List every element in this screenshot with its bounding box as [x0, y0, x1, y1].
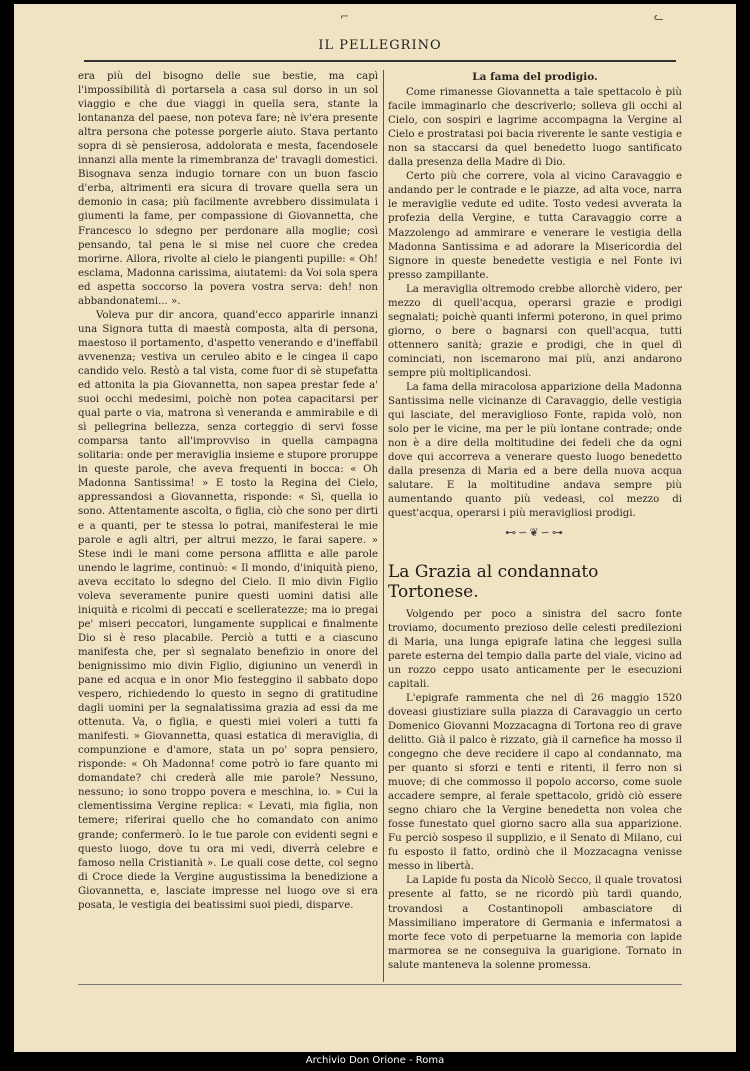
header-rule [84, 60, 676, 62]
left-column [78, 70, 378, 913]
ornament-divider: ⊷∽❦∽⊶ [505, 525, 565, 539]
left-paragraph-1: era più del bisogno delle sue bestie, ma capì l'impossibilità di portarsela a casa sul dorso in un sol viaggio e che due viaggi in quella sera, stante la lontananza del paese, non poteva fare; nè iv'era presente altra persona che potesse porgerle aiuto. Stava pertanto sopra di sè pensierosa, addolorata e mesta, facendosele innanzi alla mente la rimembranza de' travagli domestici. Bisognava senza indugio tornare con un buon fascio d'erba, altrimenti era sicura di trovare quella sera un demonio in casa; più facilmente avrebbero dissimulata i giumenti la fame, per compassione di Giovannetta, che Francesco lo sdegno per perdonare alla moglie; così pensando, tal pena le si mise nel cuore che credea morirne. Allora, rivolte al cielo le piangenti pupille: « Oh! esclama, Madonna carissima, aiutatemi: da Voi sola spera ed aspetta soccorso la povera vostra serva: deh! non abbandonatemi... ». [78, 71, 378, 307]
right-paragraph-3: La meraviglia oltremodo crebbe allorchè videro, per mezzo di quell'acqua, operarsi grazie e prodigi segnalati; poichè quanti infermi poterono, in quel primo giorno, o bere o bagnarsi con quell'acqua, tutti ottennero sanità; grazie e prodigi, che in quel dì cominciati, non iscemarono mai più, anzi andarono sempre più moltiplicandosi. [388, 283, 682, 379]
binding-mark-icon: ᓚ [654, 10, 664, 23]
page-header [84, 38, 676, 62]
left-paragraph-2: Voleva pur dir ancora, quand'ecco apparirle innanzi una Signora tutta di maestà composta, alta di persona, maestoso il portamento, d'aspetto venerando e d'ineffabil avvenenza; vestiva un ceruleo abito e le cingea il capo candido velo. Restò a tal vista, come fuor di sè stupefatta ed attonita la pia Giovannetta, non sapea prestar fede a' suoi occhi medesimi, poichè non potea capacitarsi per qual parte o via, matrona sì veneranda e ammirabile e di sì pellegrina bellezza, senza corteggio di servi fosse comparsa tanto all'improvviso in quella campagna solitaria: onde per meraviglia insieme e stupore proruppe in queste parole, che aveva frequenti in bocca: « Oh Madonna Santissima! » E tosto la Regina del Cielo, appressandosi a Giovannetta, risponde: « Sì, quella io sono. Attentamente ascolta, o figlia, ciò che sono per dirti e a quanti, per te stessa lo potrai, manifesterai le mie parole e agli altri, per altrui mezzo, le farai sapere. » Stese indi le mani come persona afflitta e alle parole unendo le lagrime, continuò: « Il mondo, d'iniquità pieno, aveva eccitato lo sdegno del Cielo. Il mio divin Figlio voleva severamente punire questi uomini datisi alle iniquità e ricolmi di peccati e scelleratezze; ma io pregai pe' miseri peccatori, lungamente supplicai e finalmente Dio si è reso placabile. Perciò a tutti e a ciascuno manifesta che, per sì segnalato benefizio in onore del benignissimo mio divin Figlio, digiunino un venerdì in pane ed acqua e in onor Mio festeggino il sabbato dopo vespero, richiedendo lo questo in segno di gratitudine dagli uomini per la segnalatissima grazia ad essi da me ottenuta. Va, o figlia, e questi miei voleri a tutti fa manifesti. » Giovannetta, quasi estatica di meraviglia, di compunzione e d'amore, stata un po' sopra pensiero, risponde: « Oh Madonna! come potrò io fare quanto mi domandate? chi crederà alle mie parole? Nessuno, nessuno; io sono troppo povera e meschina, io. » Cui la clementissima Vergine replica: « Levati, mia figlia, non temere; riferirai quello che ho comandato con animo grande; confermerò. Io le tue parole con evidenti segni e questo luogo, dove tu ora mi vedi, diverrà celebre e famoso nella Cristianità ». Le quali cose dette, col segno di Croce diede la Vergine augustissima la benedizione a Giovannetta, e, lasciate impresse nel luogo ove si era posata, le vestigia dei beatissimi suoi piedi, disparve. [78, 309, 378, 911]
right-paragraph-7: La Lapide fu posta da Nicolò Secco, il quale trovatosi presente al fatto, se ne ricordò più tardi quando, trovandosi a Costantinopoli ambasciatore di Massimiliano imperatore di Germania e infermatosi a morte fece voto di perpetuarne la memoria con lapide marmorea se ne conseguiva la guarigione. Tornato in salute manteneva la solenne promessa. [388, 875, 682, 971]
right-paragraph-6: L'epigrafe rammenta che nel dì 26 maggio 1520 doveasi giustiziare sulla piazza di Caravaggio un certo Domenico Giovanni Mozzacagna di Tortona reo di grave delitto. Già il palco è rizzato, già il carnefice ha mosso il congegno che deve recidere il capo al condannato, ma per quanto si sforzi e tenti e ritenti, il ferro non si muove; di che commosso il popolo accorso, come suole accadere sempre, al ferale spettacolo, gridò ciò essere segno chiaro che la Vergine benedetta non volea che fosse funestato quel giorno sacro alla sua apparizione. Fu perciò sospeso il supplizio, e il Senato di Milano, cui fu esposto il fatto, ordinò che il Mozzacagna venisse messo in libertà. [388, 692, 682, 873]
bottom-rule [78, 984, 682, 985]
section-title-fama: La fama del prodigio. [472, 71, 598, 83]
column-divider [383, 70, 384, 982]
archive-footer: Archivio Don Orione - Roma [305, 1055, 445, 1066]
scanned-page [14, 4, 736, 1052]
section-title-grazia: La Grazia al condannato Tortonese. [388, 561, 599, 602]
right-paragraph-1: Come rimanesse Giovannetta a tale spettacolo è più facile immaginarlo che descriverlo; solleva gli occhi al Cielo, con sospiri e lagrime accompagna la Vergine al Cielo e prostratasi poi bacia riverente le sante vestigia e non sa staccarsi da quel benedetto luogo santificato dalla presenza della Madre di Dio. [388, 87, 682, 169]
newspaper-title: IL PELLEGRINO [318, 38, 442, 53]
binding-mark-icon: ⌐ [340, 10, 350, 23]
right-column [388, 70, 682, 973]
right-paragraph-2: Certo più che correre, vola al vicino Caravaggio e andando per le contrade e le piazze, ad alta voce, narra le meraviglie vedute ed udite. Tosto vedesi avverata la profezia della Vergine, e tutta Caravaggio corre a Mazzolengo ad ammirare e venerare le vestigia della Madonna Santissima e ad adorare la Misericordia del Signore in queste benedette vestigia e nel Fonte ivi presso zampillante. [388, 171, 682, 281]
right-paragraph-5: Volgendo per poco a sinistra del sacro fonte troviamo, documento prezioso delle celesti predilezioni di Maria, una lunga epigrafe latina che leggesi sulla parete esterna del tempio dalla parte del viale, vicino ad un rozzo ceppo usato anticamente per le esecuzioni capitali. [388, 608, 682, 690]
right-paragraph-4: La fama della miracolosa apparizione della Madonna Santissima nelle vicinanze di Caravaggio, delle vestigia qui lasciate, del meraviglioso Fonte, rapida volò, non solo per le vicine, ma per le più lontane contrade; onde non è a dire della moltitudine dei fedeli che da ogni dove qui accorreva a venerare questo luogo benedetto dalla presenza di Maria ed a bere della nuova acqua salutare. E la moltitudine andava sempre più aumentando quanto più vedeasi, col mezzo di quest'acqua, operarsi i più meravigliosi prodigi. [388, 382, 682, 520]
